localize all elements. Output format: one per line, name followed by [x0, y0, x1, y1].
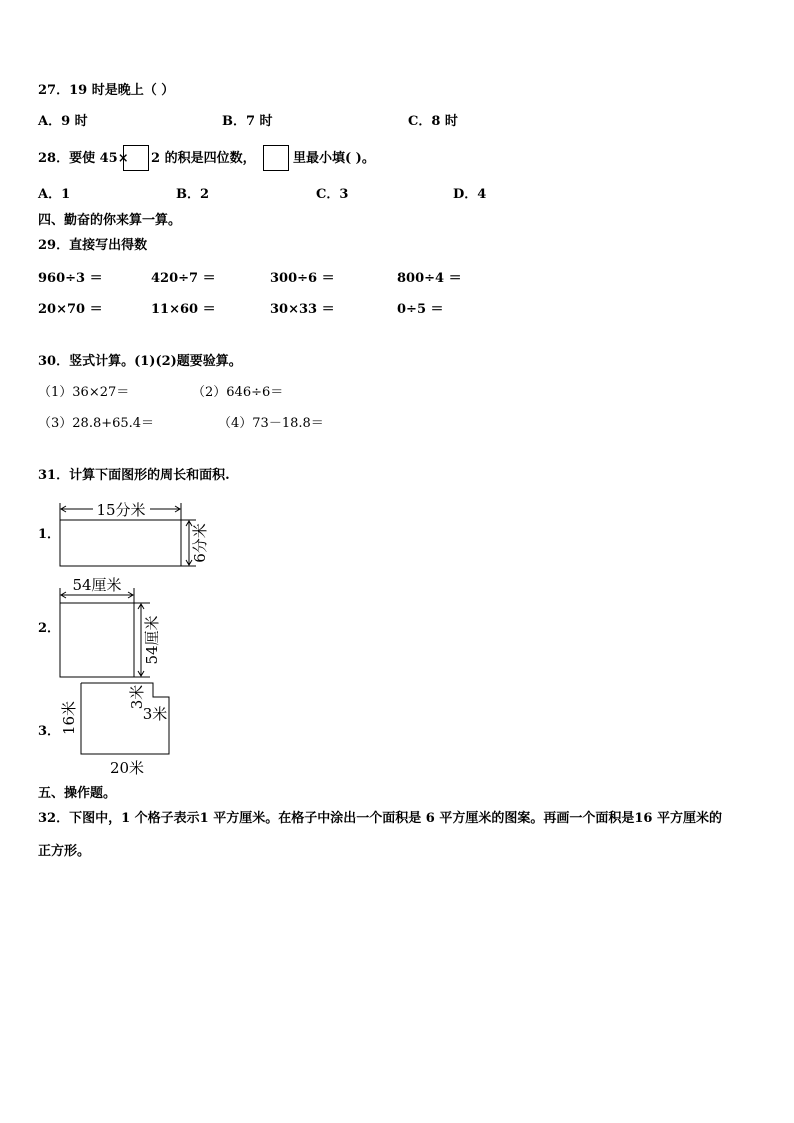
q30-item-2: （2）646÷6＝	[192, 385, 284, 400]
fig2-width-label: 54厘米	[72, 576, 122, 594]
q28-option-b: B．2	[176, 187, 210, 202]
fig3-bottom-label: 20米	[109, 759, 145, 777]
q29-r1c2: 420÷7 ＝	[151, 271, 216, 286]
section-5-heading: 五、操作题。	[38, 786, 117, 801]
q29-r2c4: 0÷5 ＝	[397, 302, 444, 317]
fig1-rectangle	[60, 520, 181, 566]
fig3-notch-vertical-label: 3米	[128, 684, 146, 710]
q28-option-d: D．4	[453, 187, 487, 202]
section-4-heading: 四、勤奋的你来算一算。	[38, 213, 182, 228]
fig2-height-label: 54厘米	[143, 615, 161, 665]
fig3-left-label: 16米	[60, 700, 78, 736]
fig2-number: 2．	[38, 621, 61, 636]
q28-stem-part2: 2 的积是四位数，	[151, 151, 256, 166]
q28-option-c: C．3	[316, 187, 349, 202]
fig2-square	[60, 603, 134, 677]
q27-option-a: A．9 时	[38, 114, 88, 129]
q28-stem-part1: 28．要使 45×	[38, 151, 129, 166]
q32-line-1: 32．下图中，1 个格子表示1 平方厘米。在格子中涂出一个面积是 6 平方厘米的图案。再画一个面积是16 平方厘米的	[38, 811, 722, 826]
q28-stem-part3: 里最小填( )。	[293, 151, 375, 166]
q31-stem: 31．计算下面图形的周长和面积.	[38, 468, 230, 483]
fig3-number: 3．	[38, 724, 61, 739]
q28-option-a: A．1	[38, 187, 71, 202]
fig1-height-label: 6分米	[191, 523, 209, 563]
q30-stem: 30．竖式计算。(1)(2)题要验算。	[38, 354, 242, 369]
q27-stem: 27．19 时是晚上（ ）	[38, 83, 175, 98]
q27-option-b: B．7 时	[222, 114, 273, 129]
q30-item-4: （4）73－18.8＝	[218, 416, 324, 431]
q29-r2c2: 11×60 ＝	[151, 302, 216, 317]
q30-item-1: （1）36×27＝	[38, 385, 130, 400]
q29-stem: 29．直接写出得数	[38, 238, 148, 253]
fig1-number: 1．	[38, 527, 61, 542]
q29-r1c4: 800÷4 ＝	[397, 271, 462, 286]
q29-r2c3: 30×33 ＝	[270, 302, 335, 317]
fig3-notch-horizontal-label: 3米	[142, 705, 168, 723]
q29-r1c1: 960÷3 ＝	[38, 271, 103, 286]
q30-item-3: （3）28.8+65.4＝	[38, 416, 155, 431]
q29-r1c3: 300÷6 ＝	[270, 271, 335, 286]
q32-line-2: 正方形。	[38, 844, 91, 859]
fig1-width-label: 15分米	[96, 501, 146, 519]
q29-r2c1: 20×70 ＝	[38, 302, 103, 317]
q27-option-c: C．8 时	[408, 114, 458, 129]
